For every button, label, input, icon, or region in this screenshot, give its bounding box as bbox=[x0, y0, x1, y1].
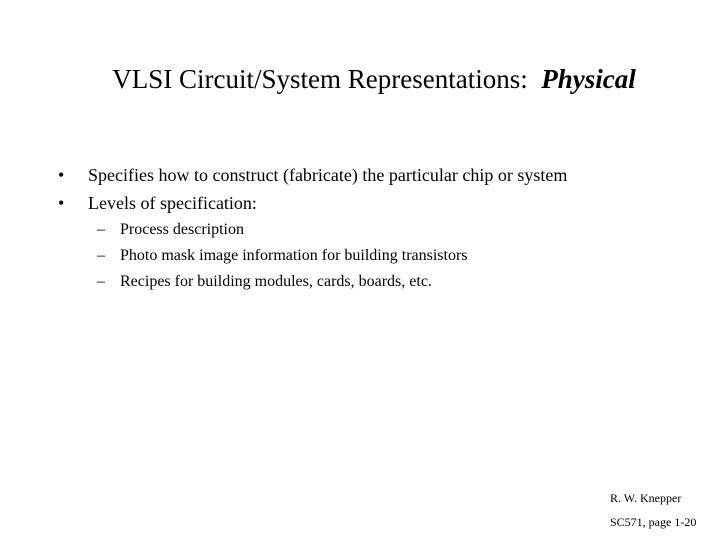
bullet-item bbox=[58, 161, 567, 189]
footer-author: R. W. Knepper bbox=[610, 491, 682, 505]
bullet-marker: • bbox=[58, 193, 65, 213]
sub-bullet-list bbox=[97, 217, 468, 295]
bullet-list bbox=[58, 161, 567, 217]
bullet-text: Specifies how to construct (fabricate) the particular chip or system bbox=[88, 165, 568, 185]
sub-bullet-text: Process description bbox=[120, 221, 244, 238]
slide-title bbox=[0, 64, 720, 95]
bullet-marker: • bbox=[58, 165, 65, 185]
sub-bullet-text: Photo mask image information for building transistors bbox=[120, 247, 468, 264]
sub-bullet-item bbox=[97, 217, 468, 243]
sub-bullet-marker: – bbox=[97, 273, 105, 290]
bullet-text: Levels of specification: bbox=[88, 193, 257, 213]
sub-bullet-item bbox=[97, 269, 468, 295]
bullet-item bbox=[58, 189, 567, 217]
footer-page-number: SC571, page 1-20 bbox=[610, 515, 697, 529]
title-main: VLSI Circuit/System Representations: bbox=[112, 64, 528, 94]
title-emphasis: Physical bbox=[541, 64, 636, 94]
sub-bullet-marker: – bbox=[97, 221, 105, 238]
sub-bullet-text: Recipes for building modules, cards, boards, etc. bbox=[120, 273, 432, 290]
sub-bullet-item bbox=[97, 243, 468, 269]
sub-bullet-marker: – bbox=[97, 247, 105, 264]
